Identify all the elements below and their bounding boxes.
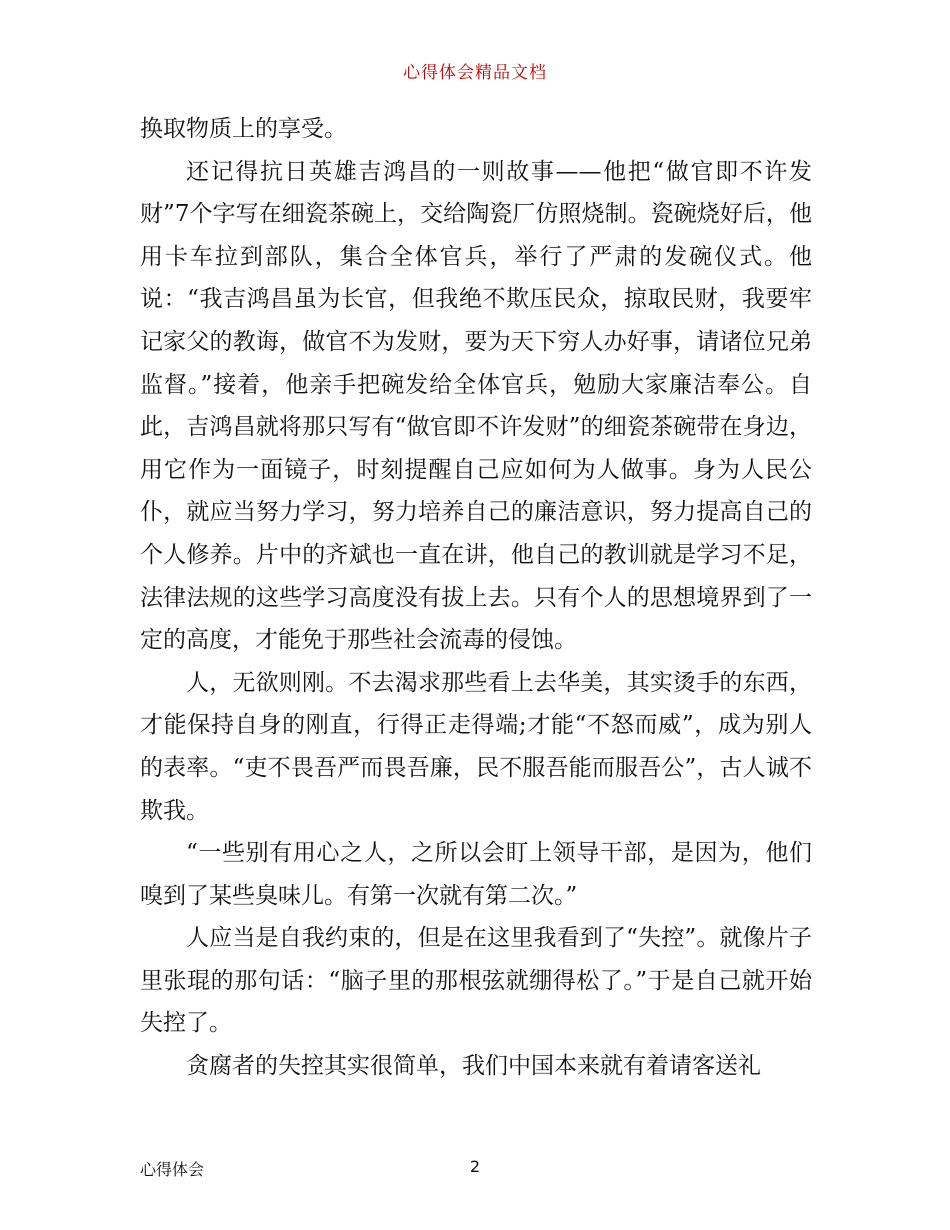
paragraph-3: 人，无欲则刚。不去渴求那些看上去华美，其实烫手的东西，才能保持自身的刚直，行得正走得端;才能“不怒而威”，成为别人的表率。“吏不畏吾严而畏吾廉，民不服吾能而服吾公”，古人诚不欺我。 <box>140 669 812 824</box>
footer-label: 心得体会 <box>140 1160 205 1179</box>
document-body <box>140 108 812 1088</box>
page-number: 2 <box>469 1157 481 1176</box>
paragraph-2: 还记得抗日英雄吉鸿昌的一则故事——他把“做官即不许发财”7个字写在细瓷茶碗上，交给陶瓷厂仿照烧制。瓷碗烧好后，他用卡车拉到部队，集合全体官兵，举行了严肃的发碗仪式。他说：“我吉鸿昌虽为长官，但我绝不欺压民众，掠取民财，我要牢记家父的教诲，做官不为发财，要为天下穷人办好事，请诸位兄弟监督。”接着，他亲手把碗发给全体官兵，勉励大家廉洁奉公。自此，吉鸿昌就将那只写有“做官即不许发财”的细瓷茶碗带在身边，用它作为一面镜子，时刻提醒自己应如何为人做事。身为人民公仆，就应当努力学习，努力培养自己的廉洁意识，努力提高自己的个人修养。片中的齐斌也一直在讲，他自己的教训就是学习不足，法律法规的这些学习高度没有拔上去。只有个人的思想境界到了一定的高度，才能免于那些社会流毒的侵蚀。 <box>140 158 812 654</box>
paragraph-5: 人应当是自我约束的，但是在这里我看到了“失控”。就像片子里张琨的那句话：“脑子里的那根弦就绷得松了。”于是自己就开始失控了。 <box>140 925 812 1037</box>
paragraph-6: 贪腐者的失控其实很简单，我们中国本来就有着请客送礼 <box>186 1053 761 1080</box>
page-header-title: 心得体会精品文档 <box>403 63 547 83</box>
paragraph-1: 换取物质上的享受。 <box>140 116 347 142</box>
paragraph-4: “一些别有用心之人，之所以会盯上领导干部，是因为，他们嗅到了某些臭味儿。有第一次就有第二次。” <box>140 840 812 909</box>
